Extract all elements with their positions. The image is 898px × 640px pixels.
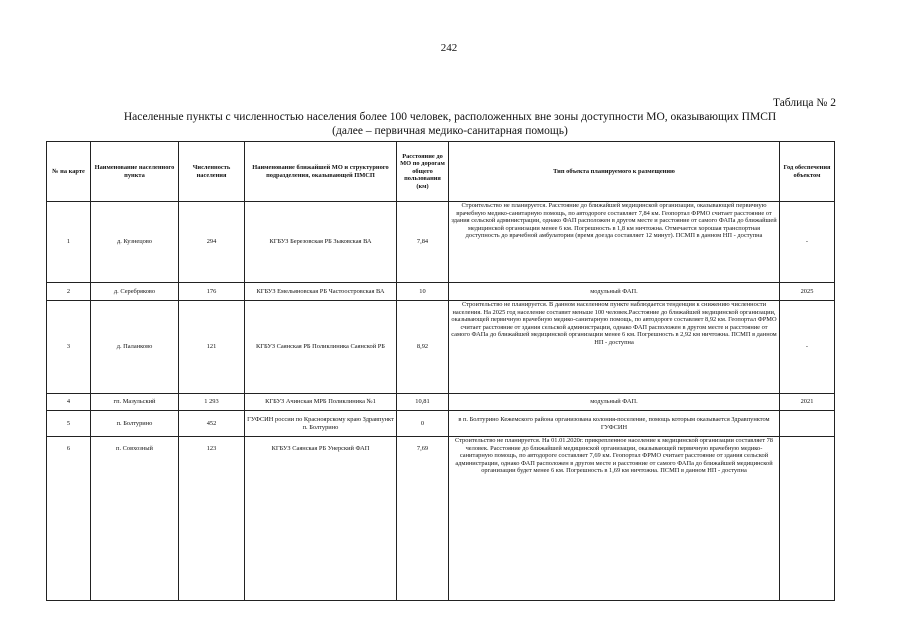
cell-settlement: д. Паланково — [91, 301, 179, 394]
cell-mo: КГБУЗ Саянская РБ Унерский ФАП — [245, 437, 397, 601]
cell-population: 121 — [179, 301, 245, 394]
header-settlement: Наименование населенного пункта — [91, 142, 179, 202]
cell-mo: ГУФСИН россии по Красноярскому краю Здравпункт п. Болтурино — [245, 411, 397, 437]
header-object-type: Тип объекта планируемого к размещению — [449, 142, 780, 202]
table-label: Таблица № 2 — [772, 97, 836, 109]
table-row — [47, 437, 835, 601]
cell-mo: КГБУЗ Саянская РБ Поликлиника Саянской РБ — [245, 301, 397, 394]
cell-year — [780, 411, 835, 437]
cell-distance: 8,92 — [397, 301, 449, 394]
cell-mo: КГБУЗ Березовская РБ Зыковская ВА — [245, 202, 397, 283]
cell-mo: КГБУЗ Емельяновская РБ Частоостровская ВА — [245, 283, 397, 301]
cell-settlement: д. Серебряково — [91, 283, 179, 301]
table-row — [47, 411, 835, 437]
cell-num: 6 — [47, 437, 91, 601]
title-line-1: Населенные пункты с численностью населения более 100 человек, расположенных вне зоны доступности МО, оказывающих ПМСП — [123, 111, 777, 123]
cell-distance: 10,81 — [397, 394, 449, 411]
cell-settlement: гп. Мазульский — [91, 394, 179, 411]
header-row — [47, 142, 835, 202]
cell-year — [780, 437, 835, 601]
header-distance: Расстояние до МО по дорогам общего пользования (км) — [397, 142, 449, 202]
cell-year: 2025 — [780, 283, 835, 301]
cell-year: - — [780, 301, 835, 394]
cell-population: 123 — [179, 437, 245, 601]
cell-object-type: в п. Болтурино Кежемского района организована колония-поселение, помощь которым оказывается Здравпунктом ГУФСИН — [449, 411, 780, 437]
header-mo: Наименование ближайшей МО и структурного подразделения, оказывающей ПМСП — [245, 142, 397, 202]
cell-distance: 7,69 — [397, 437, 449, 601]
cell-population: 294 — [179, 202, 245, 283]
cell-population: 452 — [179, 411, 245, 437]
cell-distance: 0 — [397, 411, 449, 437]
cell-num: 5 — [47, 411, 91, 437]
cell-population: 176 — [179, 283, 245, 301]
settlements-table — [46, 141, 835, 601]
table-row — [47, 202, 835, 283]
page-number: 242 — [440, 42, 458, 54]
table-row — [47, 394, 835, 411]
header-num: № на карте — [47, 142, 91, 202]
cell-mo: КГБУЗ Ачинская МРБ Поликлиника №1 — [245, 394, 397, 411]
cell-object-type: модульный ФАП. — [449, 283, 780, 301]
header-population: Численность населения — [179, 142, 245, 202]
document-title — [70, 110, 830, 138]
cell-distance: 10 — [397, 283, 449, 301]
cell-population: 1 293 — [179, 394, 245, 411]
cell-num: 4 — [47, 394, 91, 411]
cell-num: 1 — [47, 202, 91, 283]
cell-object-type: Строительство не планируется. В данном населенном пункте наблюдается тенденция к снижению численности населения. На 2025 год население составит меньше 100 человек.Расстояние до ближайшей медицинской организации, оказывающей первичную врачебную медико-санитарную помощь, по автодороге составляет 8,92 км. Геопортал ФРМО считает расстояние от здания сельской администрации, однако ФАП расположен в другом месте и расстояние от самого ФАПа до ближайшей медицинской организации менее 6 км. Погрешность в 2,92 км ничтожна. ПСМП в данном НП - доступна — [449, 301, 780, 394]
cell-settlement: п. Совхозный — [91, 437, 179, 601]
cell-object-type: Строительство не планируется. Расстояние до ближайшей медицинской организации, оказывающей первичную врачебную медико-санитарную помощь, по автодороге составляет 7,84 км. Геопортал ФРМО считает расстояние от здания сельской администрации, однако ФАП расположен в другом месте и расстояние от самого ФАПа до ближайшей медицинской организации менее 6 км. Погрешность в 1,8 км ничтожна. Отмечается хорошая транспортная доступность до врачебной амбулатории (время доезда составляет 12 минут). ПСМП в данном НП - доступна — [449, 202, 780, 283]
table-row — [47, 283, 835, 301]
cell-distance: 7,84 — [397, 202, 449, 283]
cell-object-type: модульный ФАП. — [449, 394, 780, 411]
cell-year: 2021 — [780, 394, 835, 411]
table-row — [47, 301, 835, 394]
header-year: Год обеспечения объектом — [780, 142, 835, 202]
cell-settlement: п. Болтурино — [91, 411, 179, 437]
title-line-2: (далее – первичная медико-санитарная помощь) — [332, 125, 568, 137]
cell-num: 2 — [47, 283, 91, 301]
cell-settlement: д. Кузнецово — [91, 202, 179, 283]
cell-year: - — [780, 202, 835, 283]
cell-num: 3 — [47, 301, 91, 394]
cell-object-type: Строительство не планируется. На 01.01.2020г. прикрепленное население к медицинской организации составляет 78 человек. Расстояние до ближайшей медицинской организации, оказывающей первичную врачебную медико-санитарную помощь, по автодороге составляет 7,69 км. Геопортал ФРМО считает расстояние от здания сельской администрации, однако ФАП расположен в другом месте и расстояние от самого ФАПа до ближайшей медицинской организации будет менее 6 км. Погрешность в 1,69 км ничтожна. ПСМП в данном НП - доступна — [449, 437, 780, 601]
